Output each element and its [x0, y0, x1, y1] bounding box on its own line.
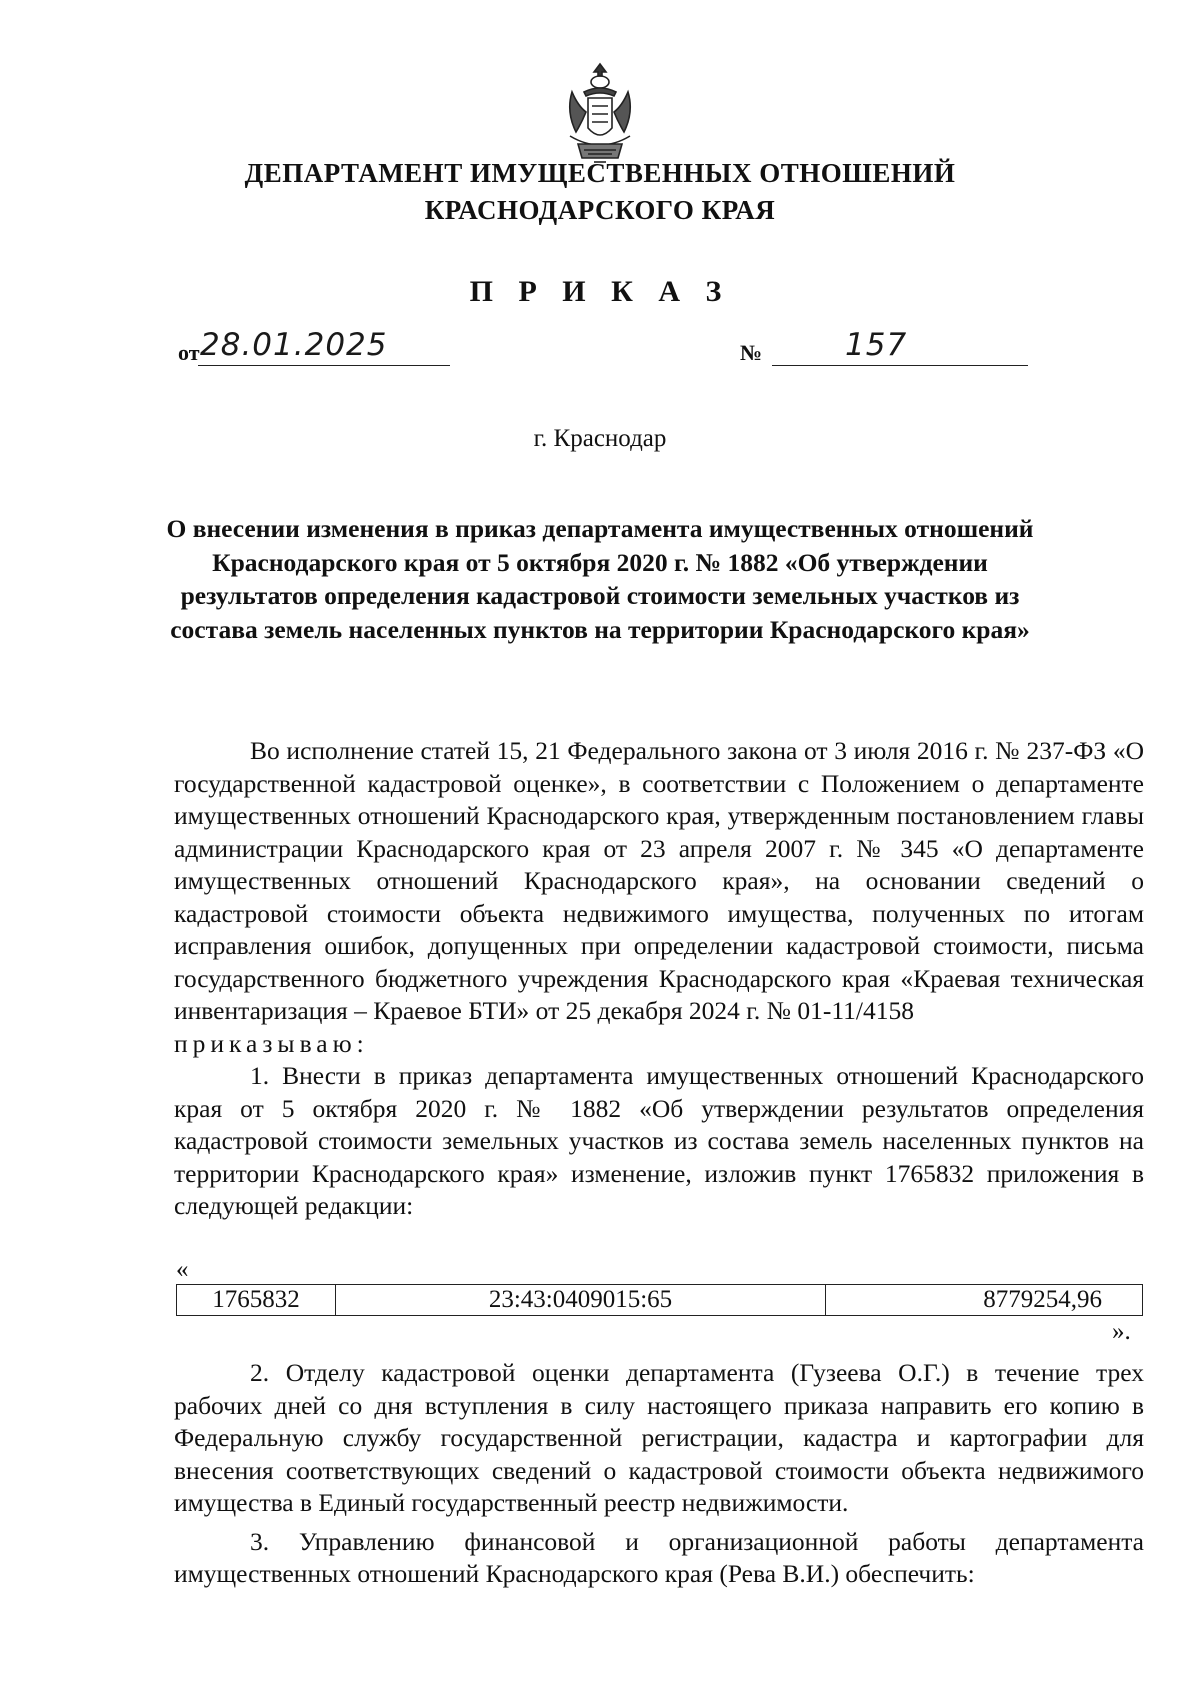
- date-prefix: от: [178, 340, 200, 365]
- items-block: [174, 1357, 1144, 1591]
- preamble-paragraph: Во исполнение статей 15, 21 Федерального закона от 3 июля 2016 г. № 237-ФЗ «О государственной кадастровой оценке», в соответствии с Положением о департаменте имущественных отношений Краснодарского края, утвержденным постановлением главы администрации Краснодарского края от 23 апреля 2007 г. № 345 «О департаменте имущественных отношений Краснодарского края», на основании сведений о кадастровой стоимости объекта недвижимого имущества, полученных по итогам исправления ошибок, допущенных при определении кадастровой стоимости, письма государственного бюджетного учреждения Краснодарского края «Краевая техническая инвентаризация – Краевое БТИ» от 25 декабря 2024 г. № 01-11/4158: [174, 736, 1144, 1025]
- item-2-paragraph: 2. Отделу кадастровой оценки департамента (Гузеева О.Г.) в течение трех рабочих дней со дня вступления в силу настоящего приказа направить его копию в Федеральную службу государственной регистрации, кадастра и картографии для внесения соответствующих сведений о кадастровой стоимости объекта недвижимого имущества в Единый государственный реестр недвижимости.: [174, 1358, 1144, 1517]
- order-word: приказываю:: [174, 1028, 369, 1058]
- preamble-block: [174, 735, 1144, 1223]
- quote-open-mark: «: [176, 1256, 189, 1283]
- number-underline: [772, 365, 1028, 366]
- number-prefix: №: [740, 340, 763, 365]
- quote-close-mark: ».: [1112, 1318, 1131, 1345]
- department-name-line1: ДЕПАРТАМЕНТ ИМУЩЕСТВЕННЫХ ОТНОШЕНИЙ: [244, 158, 956, 188]
- coat-of-arms-emblem: [564, 62, 636, 168]
- date-underline: [198, 365, 450, 366]
- row-number-cell: 1765832: [177, 1285, 336, 1316]
- document-heading: О внесении изменения в приказ департамента имущественных отношений Краснодарского края от 5 октября 2020 г. № 1882 «Об утверждении результатов определения кадастровой стоимости земельных участков из состава земель населенных пунктов на территории Краснодарского края»: [166, 514, 1034, 644]
- table-row: [177, 1285, 1143, 1316]
- item-1-paragraph: 1. Внести в приказ департамента имущественных отношений Краснодарского края от 5 октября 2020 г. № 1882 «Об утверждении результатов определения кадастровой стоимости земельных участков из состава земель населенных пунктов на территории Краснодарского края» изменение, изложив пункт 1765832 приложения в следующей редакции:: [174, 1061, 1144, 1220]
- city-name: г. Краснодар: [533, 425, 667, 452]
- department-name-line2: КРАСНОДАРСКОГО КРАЯ: [424, 195, 776, 225]
- order-date: 28.01.2025: [200, 327, 388, 363]
- cadastral-number-cell: 23:43:0409015:65: [336, 1285, 826, 1316]
- item-3-paragraph: 3. Управлению финансовой и организационной работы департамента имущественных отношений Краснодарского края (Рева В.И.) обеспечить:: [174, 1526, 1144, 1588]
- order-number: 157: [845, 327, 908, 363]
- document-type-title: П Р И К А З: [469, 275, 731, 308]
- amendment-table: [176, 1284, 1143, 1316]
- cadastral-value-cell: 8779254,96: [826, 1285, 1143, 1316]
